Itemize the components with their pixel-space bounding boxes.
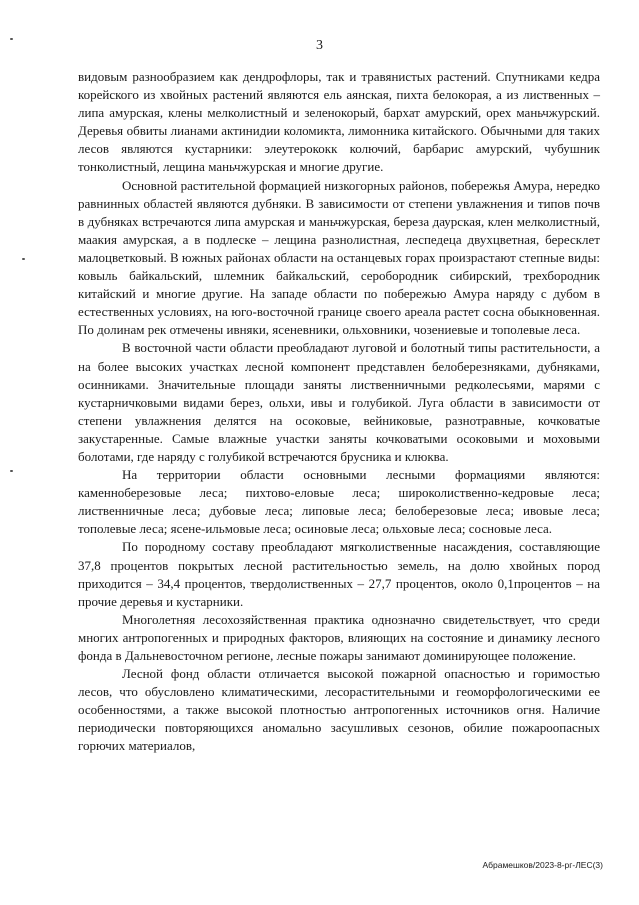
document-body (78, 68, 600, 756)
document-footer-code: Абрамешков/2023-8-рг-ЛЕС(3) (482, 860, 603, 870)
paragraph-5: По породному составу преобладают мягколиственные насаждения, составляющие 37,8 процентов покрытых лесной растительностью земель, на долю хвойных пород приходится – 34,4 процентов, твердолиственных – 27,7 процентов, около 0,1процентов – на прочие деревья и кустарники. (78, 539, 600, 609)
paragraph-3: В восточной части области преобладают луговой и болотный типы растительности, а на более высоких участках лесной компонент представлен белоберезняками, дубняками, осинниками. Значительные площади заняты лиственничными редколесьями, марями с кустарничковыми видами берез, ольхи, ивы и голубикой. Луга области в зависимости от степени увлажнения делятся на осоковые, вейниковые, разнотравные, кочковатые закустаренные. Самые влажные участки заняты кочковатыми осоковыми и моховыми болотами, где наряду с голубикой встречаются брусника и клюква. (78, 340, 600, 464)
paragraph-7: Лесной фонд области отличается высокой пожарной опасностью и горимостью лесов, что обусловлено климатическими, лесорастительными и геоморфологическими ее особенностями, а также высокой плотностью антропогенных источников огня. Наличие периодически повторяющихся аномально засушливых сезонов, обилие пожароопасных горючих материалов, (78, 666, 600, 754)
scan-speck (10, 38, 13, 40)
scan-speck (22, 258, 25, 260)
paragraph-6: Многолетняя лесохозяйственная практика однозначно свидетельствует, что среди многих антропогенных и природных факторов, влияющих на состояние и динамику лесного фонда в Дальневосточном регионе, лесные пожары занимают доминирующее положение. (78, 611, 600, 663)
paragraph-1: видовым разнообразием как дендрофлоры, так и травянистых растений. Спутниками кедра корейского из хвойных растений являются ель аянская, пихта белокорая, а из лиственных – липа амурская, клены мелколистный и зеленокорый, бархат амурский, орех маньчжурский. Деревья обвиты лианами актинидии коломикта, лимонника китайского. Обычными для таких лесов являются кустарники: элеутерококк колючий, барбарис амурский, чубушник тонколистный, лещина маньчжурская и многие другие. (78, 69, 600, 175)
paragraph-4: На территории области основными лесными формациями являются: каменноберезовые леса; пихтово-еловые леса; широколиственно-кедровые леса; лиственничные леса; дубовые леса; липовые леса; белоберезовые леса; ивовые леса; тополевые леса; ясене-ильмовые леса; осиновые леса; ольховые леса; сосновые леса. (78, 467, 600, 537)
page-number: 3 (316, 38, 323, 53)
scan-speck (10, 470, 13, 472)
paragraph-2: Основной растительной формацией низкогорных районов, побережья Амура, нередко равнинных областей являются дубняки. В зависимости от степени увлажнения и типов почв в дубняках встречаются липа амурская и маньчжурская, береза даурская, клен мелколистный, маакия амурская, а в подлеске – лещина разнолистная, леспедеца двухцветная, бересклет малоцветковый. В южных районах области на останцевых горах произрастают степные виды: ковыль байкальский, шлемник байкальский, серобородник сибирский, трехбородник китайский и многие другие. На западе области по побережью Амура наряду с дубом в естественных условиях, на юго-восточной границе своего ареала растет сосна обыкновенная. По долинам рек отмечены ивняки, ясеневники, ольховники, чозениевые и тополевые леса. (78, 177, 600, 338)
